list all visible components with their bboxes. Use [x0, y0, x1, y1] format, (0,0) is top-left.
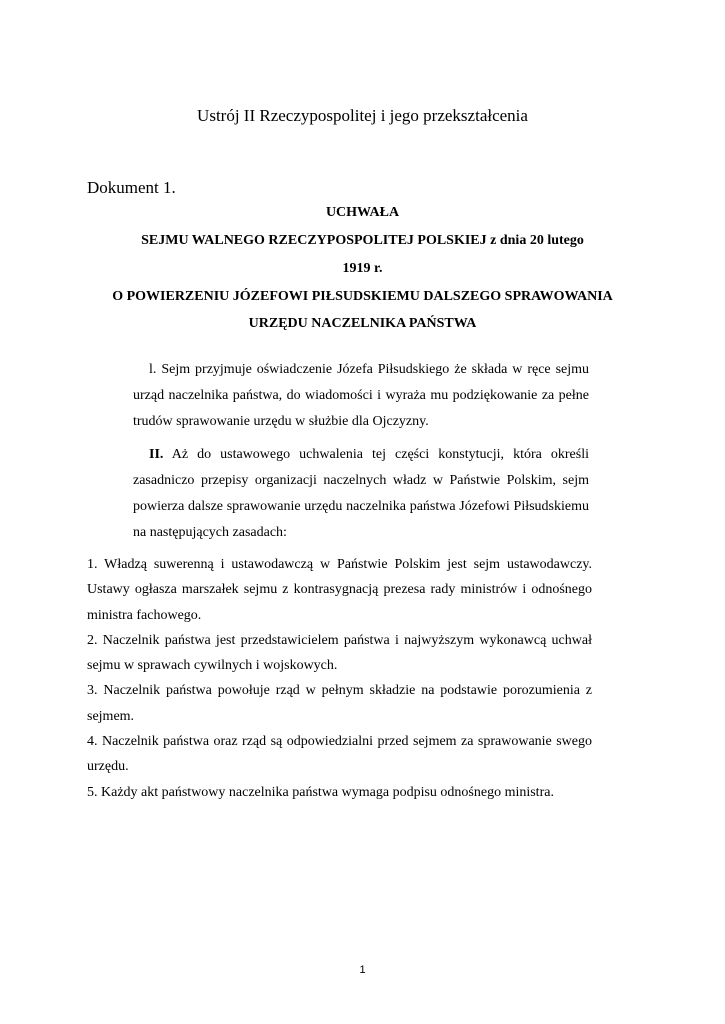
page-title: Ustrój II Rzeczypospolitej i jego przekształcenia — [197, 106, 528, 125]
page-number: 1 — [359, 964, 366, 976]
list-item: 2. Naczelnik państwa jest przedstawicielem państwa i najwyższym wykonawcą uchwał sejmu w sprawach cywilnych i wojskowych. — [87, 632, 592, 674]
resolution-heading-line-1: UCHWAŁA — [325, 205, 400, 220]
section-1-paragraph — [133, 357, 589, 435]
document-label: Dokument 1. — [87, 178, 176, 197]
section-1-number: l. — [149, 362, 157, 377]
section-2-text: Aż do ustawowego uchwalenia tej części konstytucji, która określi zasadniczo przepisy organizacji naczelnych władz w Państwie Polskim, sejm powierza dalsze sprawowanie urzędu naczelnika państwa Józefowi Piłsudskiemu na następujących zasadach: — [133, 447, 589, 540]
resolution-heading-line-3: 1919 r. — [342, 261, 383, 276]
list-item: 4. Naczelnik państwa oraz rząd są odpowiedzialni przed sejmem za sprawowanie swego urzędu. — [87, 734, 592, 775]
resolution-heading-line-5: URZĘDU NACZELNIKA PAŃSTWA — [248, 316, 477, 331]
list-item: 3. Naczelnik państwa powołuje rząd w pełnym składzie na podstawie porozumienia z sejmem. — [87, 683, 592, 724]
list-item: 5. Każdy akt państwowy naczelnika państwa wymaga podpisu odnośnego ministra. — [87, 784, 554, 800]
section-1-text: Sejm przyjmuje oświadczenie Józefa Piłsudskiego że składa w ręce sejmu urząd naczelnika państwa, do wiadomości i wyraża mu podziękowanie za pełne trudów sprawowanie urzędu w służbie dla Ojczyzny. — [133, 362, 590, 429]
resolution-heading-line-4: O POWIERZENIU JÓZEFOWI PIŁSUDSKIEMU DALSZEGO SPRAWOWANIA — [112, 289, 613, 304]
section-2-number: II. — [149, 447, 164, 462]
section-2-paragraph — [133, 442, 589, 546]
points-list — [87, 552, 592, 805]
resolution-heading-line-2: SEJMU WALNEGO RZECZYPOSPOLITEJ POLSKIEJ z dnia 20 lutego — [141, 233, 584, 248]
list-item: 1. Władzą suwerenną i ustawodawczą w Państwie Polskim jest sejm ustawodawczy. Ustawy ogłasza marszałek sejmu z kontrasygnacją prezesa rady ministrów i odnośnego ministra fachowego. — [87, 557, 592, 623]
